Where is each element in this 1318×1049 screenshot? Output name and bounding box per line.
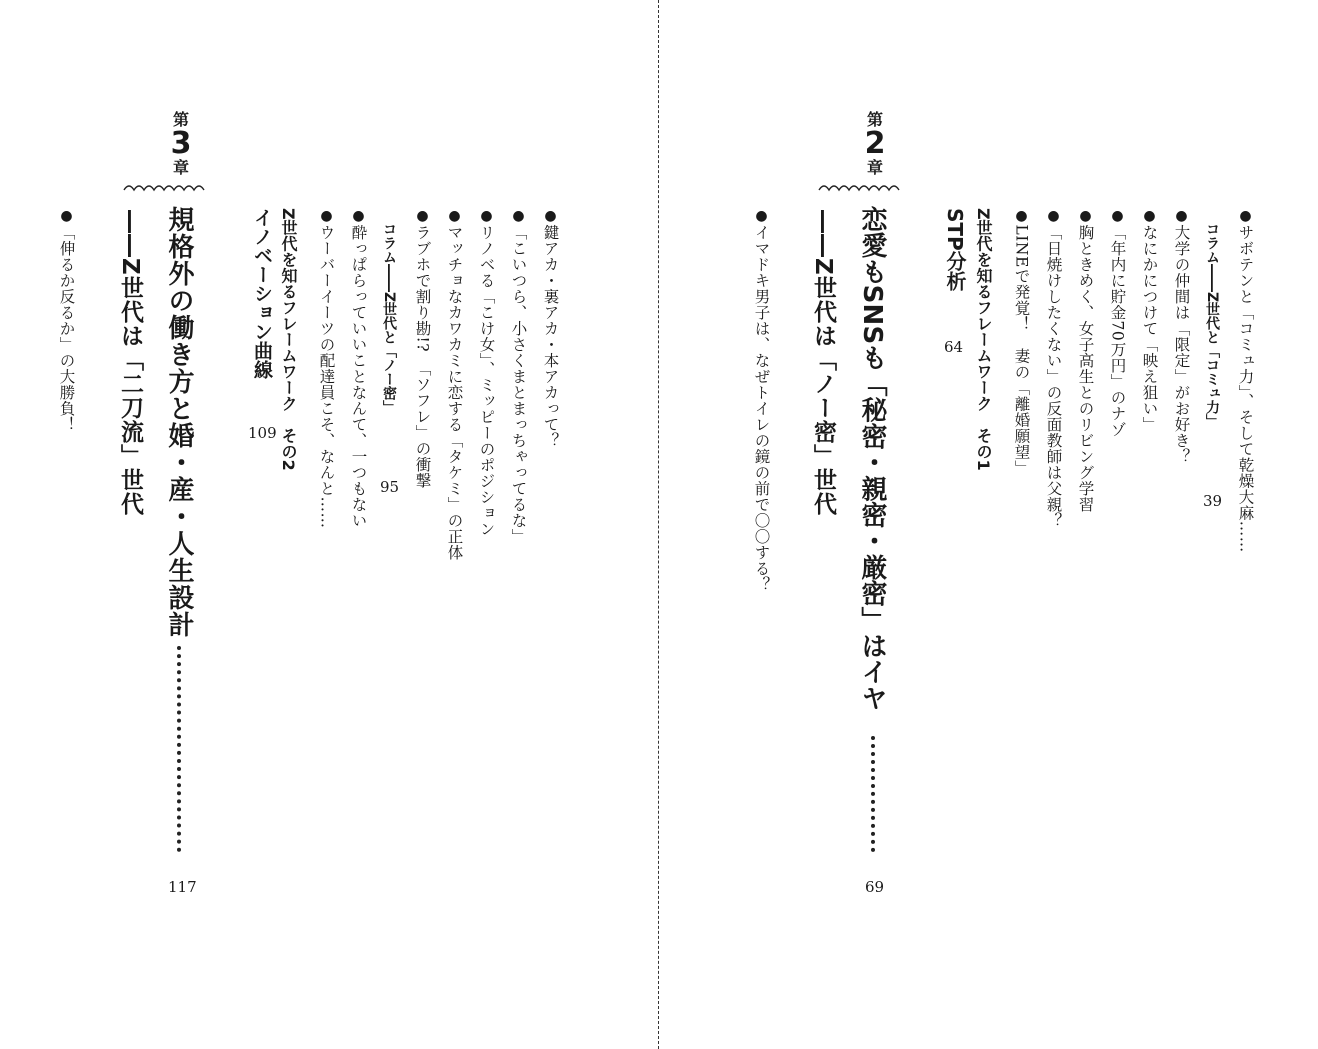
page-number: 39 (1203, 492, 1223, 510)
toc-entry[interactable]: ●ウーバーイーツの配達員こそ、なんと…… (317, 208, 336, 529)
chapter-subtitle[interactable]: ――Z世代は「二刀流」世代 (117, 210, 143, 516)
toc-entry[interactable]: ●イマドキ男子は、なぜトイレの鏡の前で〇〇する？ (752, 208, 771, 593)
page-number: 69 (865, 878, 885, 896)
framework-title[interactable]: Z世代を知るフレームワーク その1 (974, 208, 993, 471)
toc-entry[interactable]: ●酔っぱらっていいことなんて、一つもない (349, 208, 368, 529)
toc-entry[interactable]: ●大学の仲間は「限定」がお好き？ (1172, 208, 1191, 465)
chapter-title[interactable]: 恋愛もSNSも「秘密・親密・厳密」はイヤ (857, 206, 887, 712)
page-number: 95 (380, 478, 400, 496)
ornament-vine-icon (122, 180, 206, 194)
framework-title[interactable]: Z世代を知るフレームワーク その2 (279, 208, 298, 471)
page-number: 109 (248, 424, 277, 442)
column-title[interactable]: コラム――Z世代と「ノー密」 (381, 222, 397, 415)
page-number: 117 (168, 878, 197, 896)
right-page (659, 0, 1318, 1049)
toc-entry[interactable]: ●リノベる「こけ女」、ミッピーのポジション (477, 208, 496, 537)
toc-entry[interactable]: ●胸ときめく、女子高生とのリビング学習 (1076, 208, 1095, 513)
framework-subtitle[interactable]: イノベーション曲線 (251, 208, 273, 379)
toc-entry[interactable]: ●ラブホで割り勘!? 「ソフレ」の衝撃 (413, 208, 432, 489)
column-title[interactable]: コラム――Z世代と「コミュ力」 (1204, 222, 1220, 429)
toc-entry[interactable]: ●LINEで発覚！ 妻の「離婚願望」 (1012, 208, 1031, 476)
toc-entry[interactable]: ●なにかにつけて「映え狙い」 (1140, 208, 1159, 433)
chapter-title[interactable]: 規格外の働き方と婚・産・人生設計 (164, 206, 194, 638)
leader-dots (177, 646, 181, 852)
toc-entry[interactable]: ●サボテンと「コミュ力」、そして乾燥大麻…… (1236, 208, 1255, 553)
chapter-label: 第 3 章 (170, 110, 192, 177)
toc-entry[interactable]: ●「日焼けしたくない」の反面教師は父親？ (1044, 208, 1063, 529)
ornament-vine-icon (817, 180, 901, 194)
framework-subtitle[interactable]: STP分析 (943, 208, 967, 291)
toc-entry[interactable]: ●「伸るか反るか」の大勝負！ (57, 208, 76, 433)
toc-entry[interactable]: ●「こいつら、小さくまとまっちゃってるな」 (509, 208, 528, 545)
leader-dots (871, 736, 875, 852)
toc-entry[interactable]: ●鍵アカ・裏アカ・本アカって？ (541, 208, 560, 449)
page-number: 64 (944, 338, 964, 356)
chapter-subtitle[interactable]: ――Z世代は「ノー密」世代 (810, 210, 836, 516)
toc-entry[interactable]: ●「年内に貯金70万円」のナゾ (1108, 208, 1127, 438)
chapter-label: 第 2 章 (864, 110, 886, 177)
toc-entry[interactable]: ●マッチョなカワカミに恋する「タケミ」の正体 (445, 208, 464, 561)
